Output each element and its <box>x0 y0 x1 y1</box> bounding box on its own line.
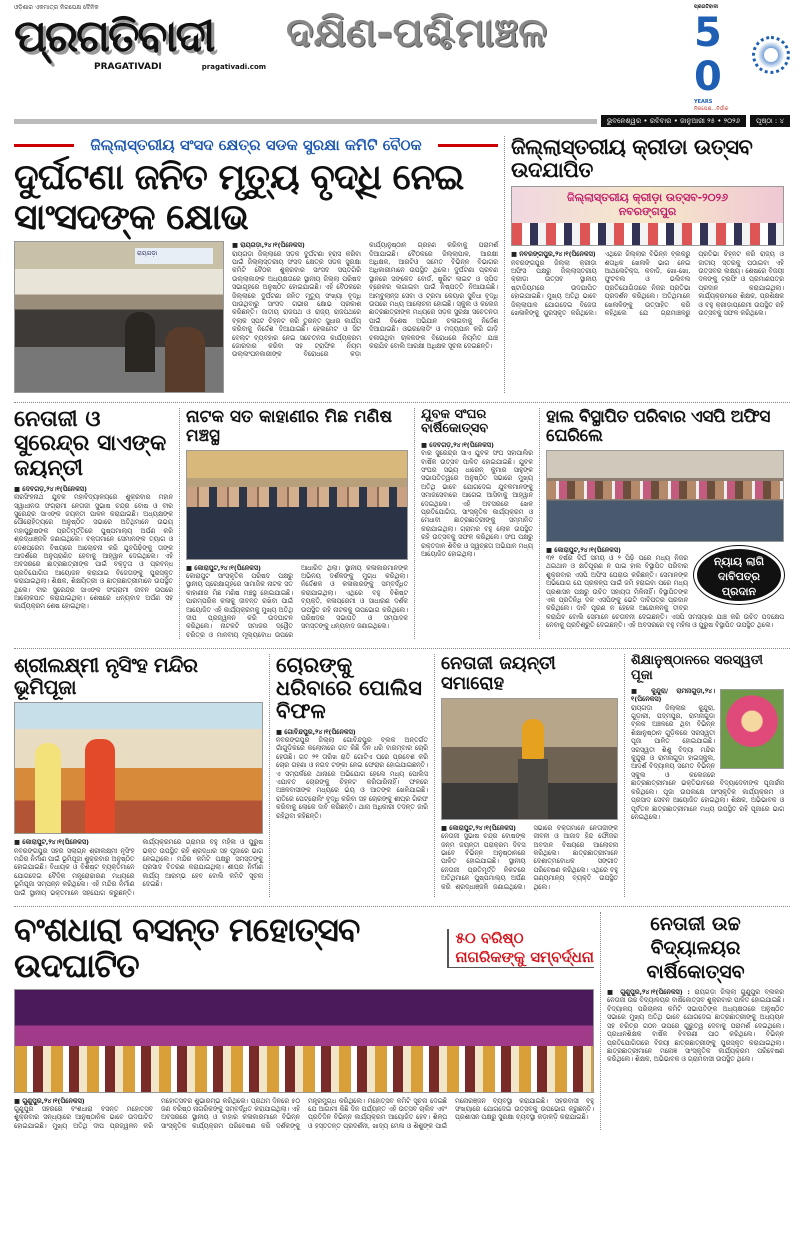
netaji-school-body <box>607 988 784 1064</box>
masthead-rule <box>14 119 597 124</box>
vamsadhara-headline[interactable]: ବଂଶଧାରା ବସନ୍ତ ମହୋତ୍ସବ ଉଦଘାଟିତ <box>14 910 360 986</box>
netaji-jayanti-body <box>441 824 618 891</box>
displaced-photo <box>546 450 784 542</box>
sports-body <box>511 250 784 317</box>
masthead-tagline: ଓଡ଼ିଶାର ଏକମାତ୍ର ନିରପେକ୍ଷ ଦୈନିକ <box>14 4 99 11</box>
road-safety-body <box>232 241 498 359</box>
police-article <box>269 654 434 897</box>
row-top <box>14 131 790 398</box>
drama-dateline: ■ କୋରାପୁଟ,୨୪।୧(ପିନେକସ) <box>186 563 261 572</box>
anniversary-brand: ପ୍ରଗତିବାଦୀ <box>694 4 719 10</box>
road-safety-article <box>14 136 504 393</box>
logo-block <box>14 4 276 72</box>
vamsadhara-article <box>14 912 600 1130</box>
seal-icon <box>752 36 790 74</box>
netaji-surendra-headline[interactable]: ନେତାଜୀ ଓ ସୁରେନ୍ଦ୍ର ସାଏଙ୍କ ଜୟନ୍ତୀ <box>14 407 167 481</box>
youth-club-body-text: ବାର ସୁରେନ୍ଦ୍ର ସାଏ ଯୁବକ ସଂଘ ସହାପାଲିର ବାର୍ଷିକ ଉତ୍ସବ ପାଳିତ ହୋଇଯାଇଛି। ଯୁବକ ସଂଘର ସଭ୍ୟ ଧାରେନ୍ କୁମାର ସାହୁଙ୍କ ସଭାପତିତ୍ୱରେ ଅନୁଷ୍ଠିତ ସଭାରେ ମୁଖ୍ୟ ଅତିଥି ଭାବେ ଯୋଗଦେଇ ଯୁବକମାନଙ୍କୁ ସମାଜସେବାରେ ଆଗେଇ ଆସିବାକୁ ଆହ୍ୱାନ ଦେଇଥିଲେ। ଏହି ଅବସରରେ ଖେଳ ପ୍ରତିଯୋଗିତା, ସାଂସ୍କୃତିକ କାର୍ଯ୍ୟକ୍ରମ ଓ ମେଧାବୀ ଛାତ୍ରଛାତ୍ରୀଙ୍କୁ ସମ୍ମାନିତ କରାଯାଇଥିଲା। ଗ୍ରାମର ବହୁ ଲୋକ ଉପସ୍ଥିତ ରହି ଉତ୍ସବକୁ ସଫଳ କରିଥିଲେ। ସଂଘ ପକ୍ଷରୁ ରକ୍ତଦାନ ଶିବିର ଓ ସ୍ୱଚ୍ଛତା ଅଭିଯାନ ମଧ୍ୟ ଆୟୋଜିତ ହୋଇଥିଲା। <box>421 449 533 559</box>
sports-photo-crowd <box>512 223 783 245</box>
anniversary-mark <box>694 11 790 99</box>
netaji-jayanti-body-text: ନେତାଜୀ ସୁଭାଷ ଚନ୍ଦ୍ର ବୋଷଙ୍କ ଜନ୍ମ ଜୟନ୍ତୀ ପରାକ୍ରମ ଦିବସ ଭାବେ ବିଭିନ୍ନ ଅନୁଷ୍ଠାନରେ ପାଳିତ ହୋଇଯାଇଛି। ସ୍ଥାନୀୟ ନେତାଜୀ ପ୍ରତିମୂର୍ତ୍ତି ନିକଟରେ ଅତିଥିମାନେ ପୁଷ୍ପମାଲ୍ୟ ଅର୍ପଣ କରି ଶ୍ରଦ୍ଧାଞ୍ଜଳି ଜଣାଇଥିଲେ। ସଭାରେ ବକ୍ତାମାନେ ନେତାଜୀଙ୍କ ଜୀବନୀ ଓ ଆଜାଦ ହିନ୍ଦ ଫୌଜର ଅବଦାନ ବିଷୟରେ ଆଲୋଚନା କରିଥିଲେ। ଛାତ୍ରଛାତ୍ରୀମାନେ ଦେଶାତ୍ମବୋଧକ ସଙ୍ଗୀତ ପରିବେଷଣ କରିଥିଲେ। ଏଥିରେ ବହୁ ଗଣ୍ୟମାନ୍ୟ ବ୍ୟକ୍ତି ଉପସ୍ଥିତ ଥିଲେ। <box>441 823 618 891</box>
temple-headline[interactable]: ଶ୍ରୀଲକ୍ଷ୍ମୀ ନୃସିଂହ ମନ୍ଦିର ଭୂମିପୂଜା <box>14 653 198 700</box>
netaji-surendra-article <box>14 408 179 639</box>
sports-headline[interactable]: ଜିଲ୍ଲାସ୍ତରୀୟ କ୍ରୀଡା ଉତ୍ସବ ଉଦଯାପିତ <box>511 135 753 183</box>
netaji-school-dateline: ■ ଗୁଣୁପୁର,୨୪।୧(ପିନେକସ) : <box>607 988 690 997</box>
vamsadhara-body-text: ଗୁଣୁପୁର ସହରରେ ବଂଶଧାରା ବସନ୍ତ ମହୋତ୍ସବ ଶୁକ୍ରବାର ସନ୍ଧ୍ୟାରେ ଆନୁଷ୍ଠାନିକ ଭାବେ ଉଦଘାଟିତ ହୋଇଯାଇଛି। ମୁଖ୍ୟ ଅତିଥି ଦୀପ ପ୍ରଜ୍ୱଳନ କରି ମହୋତ୍ସବର ଶୁଭାରମ୍ଭ କରିଥିଲେ। ପ୍ରଥମ ଦିନରେ ୫୦ ଜଣ ବରିଷ୍ଠ ନାଗରିକଙ୍କୁ ସମ୍ବର୍ଦ୍ଧିତ କରାଯାଇଥିଲା। ଏହି ଅବସରରେ ସ୍ଥାନୀୟ ଓ ବାହାର କଳାକାରମାନେ ବିଭିନ୍ନ ସାଂସ୍କୃତିକ କାର୍ଯ୍ୟକ୍ରମ ପରିବେଷଣ କରି ଦର୍ଶକଙ୍କୁ ମନ୍ତ୍ରମୁଗ୍ଧ କରିଥିଲେ। ମହୋତ୍ସବ କମିଟି ସୂଚନା ଦେଇଛି ଯେ ଆଗାମୀ କିଛି ଦିନ ପର୍ଯ୍ୟନ୍ତ ଏହି ଉତ୍ସବ ଚାଲିବ ଏବଂ ପ୍ରତିଦିନ ବିଭିନ୍ନ କାର୍ଯ୍ୟକ୍ରମ ଆୟୋଜିତ ହେବ। ଶିଳ୍ପ ଓ ହସ୍ତତନ୍ତ ପ୍ରଦର୍ଶନୀ, ଖାଦ୍ୟ ମେଳା ଓ ଶିଶୁଙ୍କ ପାଇଁ ମନୋରଞ୍ଜନ ବ୍ୟବସ୍ଥା କରାଯାଇଛି। ସହରବାସୀ ବହୁ ସଂଖ୍ୟାରେ ଯୋଗଦେଇ ଉତ୍ସବକୁ ଉପଭୋଗ କରୁଛନ୍ତି। ପ୍ରଶାସନ ପକ୍ଷରୁ ସୁରକ୍ଷା ବ୍ୟବସ୍ଥା କଡ଼ାକଡ଼ି କରାଯାଇଛି। <box>14 1096 594 1130</box>
vamsadhara-photo <box>14 989 594 1093</box>
road-safety-body-text: ରାୟଗଡ଼ା ଜିଲ୍ଲାରେ ସଡ଼କ ଦୁର୍ଘଟଣା ହ୍ରାସ କରିବା ପାଇଁ ଜିଲ୍ଲାସ୍ତରୀୟ ସଂସଦ କ୍ଷେତ୍ର ସଡକ ସୁରକ୍ଷା କମିଟି ବୈଠକ ଶୁକ୍ରବାର ସାଂସଦ ସପ୍ତଗିରି ଉଲ୍ଲାକାଙ୍କ ଅଧ୍ୟକ୍ଷତାରେ ସ୍ଥାନୀୟ ଜିଲ୍ଲା ପରିଷଦ ସଭାଗୃହରେ ଅନୁଷ୍ଠିତ ହୋଇଯାଇଛି। ଏହି ବୈଠକରେ ଜିଲ୍ଲାରେ ଦୁର୍ଘଟଣା ଜନିତ ମୃତ୍ୟୁ ସଂଖ୍ୟା ବୃଦ୍ଧି ପାଉଥିବାରୁ ସାଂସଦ ଗଭୀର କ୍ଷୋଭ ପ୍ରକାଶ କରିଛନ୍ତି। ଜାତୀୟ ରାଜପଥ ଓ ରାଜ୍ୟ ରାଜପଥରେ ବ୍ଲାକ ସ୍ପଟ ଚିହ୍ନଟ କରି ତୁରନ୍ତ ସୁଧାର କାର୍ଯ୍ୟ କରିବାକୁ ନିର୍ଦ୍ଦେଶ ଦିଆଯାଇଛି। ହେଲମେଟ ଓ ସିଟ ବେଲ୍ଟ ବ୍ୟବହାର ନେଇ ସଚେତନତା କାର୍ଯ୍ୟକ୍ରମ ଜୋରଦାର କରିବା ସହ ଟ୍ରାଫିକ ନିୟମ ଉଲ୍ଲଂଘନକାରୀଙ୍କ ବିରୋଧରେ କଡ଼ା କାର୍ଯ୍ୟାନୁଷ୍ଠାନ ଗ୍ରହଣ କରିବାକୁ ପରାମର୍ଶ ଦିଆଯାଇଛି। ବୈଠକରେ ଜିଲ୍ଲାପାଳ, ଆରକ୍ଷୀ ଅଧିକ୍ଷକ, ଆରଟିଓ ସମେତ ବିଭିନ୍ନ ବିଭାଗର ଅଧିକାରୀମାନେ ଉପସ୍ଥିତ ଥିଲେ। ଦୁର୍ଘଟଣା ପ୍ରବଣ ସ୍ଥାନରେ ସଙ୍କେତ ବୋର୍ଡ, ଷ୍ଟ୍ରିଟ ଲାଇଟ ଓ ସ୍ପିଡ ବ୍ରେକର ଲଗାଇବା ପାଇଁ ନିଷ୍ପତ୍ତି ନିଆଯାଇଛି। ଆମ୍ବୁଲାନ୍ସ ସେବା ଓ ଟ୍ରମା କେୟାର ସୁବିଧା ବୃଦ୍ଧି ଉପରେ ମଧ୍ୟ ଆଲୋଚନା ହୋଇଛି। ସ୍କୁଲ ଓ କଲେଜ ଛାତ୍ରଛାତ୍ରୀଙ୍କ ମଧ୍ୟରେ ସଡ଼କ ସୁରକ୍ଷା ସଚେତନତା ପାଇଁ ବିଶେଷ ଅଭିଯାନ ଚଳାଇବାକୁ ନିର୍ଦ୍ଦେଶ ଦିଆଯାଇଛି। ଓଭରଲୋଡିଂ ଓ ମଦ୍ୟପାନ କରି ଗାଡ଼ି ଚଳାଉଥିବା ଚାଳକଙ୍କ ବିରୋଧରେ ନିୟମିତ ଯାଞ୍ଚ କରାଯିବ ବୋଲି ଆରକ୍ଷୀ ଅଧିକ୍ଷକ ସୂଚନା ଦେଇଛନ୍ତି। <box>232 241 498 359</box>
saraswati-headline[interactable]: ଶିକ୍ଷାନୁଷ୍ଠାନରେ ସରସ୍ୱତୀ ପୂଜା <box>631 653 763 683</box>
section-title: ଦକ୍ଷିଣ-ପଶ୍ଚିମାଞ୍ଚଳ <box>286 10 548 56</box>
netaji-jayanti-headline[interactable]: ନେତାଜୀ ଜୟନ୍ତୀ ସମାରୋହ <box>441 653 556 695</box>
displaced-headline[interactable]: ହାଲ ବିସ୍ଥାପିତ ପରିବାର ଏସପି ଅଫିସ ଘେରିଲେ <box>546 407 770 446</box>
row-third <box>14 648 790 902</box>
vamsadhara-sub-line2: ନାଗରିକଙ୍କୁ ସମ୍ବର୍ଦ୍ଧନା <box>455 947 594 966</box>
anniversary-number: 50 <box>694 10 722 100</box>
drama-body <box>186 564 408 640</box>
anniversary-motto: ନିରପେକ୍ଷ...ନିର୍ଭୀକ <box>694 106 729 112</box>
sports-photo <box>511 186 784 246</box>
displaced-dateline: ■ କୋରାପୁଟ,୨୪।୧(ପିନେକସ) <box>546 545 621 554</box>
displaced-article <box>539 408 790 639</box>
temple-photo <box>14 702 263 834</box>
netaji-school-article <box>600 912 790 1130</box>
sports-banner-line2: ନବରଙ୍ଗପୁର <box>618 205 677 219</box>
vamsadhara-subhead <box>447 929 594 968</box>
netaji-surendra-body <box>14 485 173 611</box>
youth-club-dateline: ■ ଦେବଗଡ଼,୨୪।୧(ପିନେକସ) <box>421 440 494 449</box>
road-safety-dateline: ■ ରାୟଗଡ଼ା,୨୪।୧(ପିନେକସ) <box>232 241 305 250</box>
road-safety-kicker: ଜିଲ୍ଲାସ୍ତରୀୟ ସଂସଦ କ୍ଷେତ୍ର ସଡକ ସୁରକ୍ଷା କମିଟି ବୈଠକ <box>14 136 498 154</box>
netaji-school-body-text: ରାୟଗଡ଼ା ଜିଲ୍ଲା ଗୁଣୁପୁର ବ୍ଲକର ନେତାଜୀ ଉଚ୍ଚ ବିଦ୍ୟାଳୟର ବାର୍ଷିକୋତ୍ସବ ଶୁକ୍ରବାର ପାଳିତ ହୋଇଯାଇଛି। ବିଦ୍ୟାଳୟ ପରିଚାଳନା କମିଟି ସଭାପତିଙ୍କ ଅଧ୍ୟକ୍ଷତାରେ ଅନୁଷ୍ଠିତ ସଭାରେ ମୁଖ୍ୟ ଅତିଥି ଭାବେ ଯୋଗଦେଇ ଛାତ୍ରଛାତ୍ରୀଙ୍କୁ ଅଧ୍ୟୟନ ସହ ଚରିତ୍ର ଗଠନ ଉପରେ ଗୁରୁତ୍ୱ ଦେବାକୁ ପରାମର୍ଶ ଦେଇଥିଲେ। ପ୍ରଧାନଶିକ୍ଷକ ବାର୍ଷିକ ବିବରଣୀ ପାଠ କରିଥିଲେ। ବିଭିନ୍ନ ପ୍ରତିଯୋଗିତାରେ ବିଜୟୀ ଛାତ୍ରଛାତ୍ରୀଙ୍କୁ ପୁରସ୍କୃତ କରାଯାଇଥିଲା। ଛାତ୍ରଛାତ୍ରୀମାନେ ମନୋଜ୍ଞ ସାଂସ୍କୃତିକ କାର୍ଯ୍ୟକ୍ରମ ପରିବେଷଣ କରିଥିଲେ। ଶିକ୍ଷକ, ଅଭିଭାବକ ଓ ଗ୍ରାମବାସୀ ଉପସ୍ଥିତ ଥିଲେ। <box>607 988 784 1064</box>
saraswati-body <box>631 687 784 822</box>
sports-banner-line1: ଜିଲ୍ଲାସ୍ତରୀୟ କ୍ରୀଡ଼ା ଉତ୍ସବ-୨୦୨୬ <box>566 191 729 205</box>
website-url[interactable]: pragativadi.com <box>201 63 267 71</box>
police-dateline: ■ ଗୋବିନ୍ଦପୁର,୨୪।୧(ପିନେକସ) <box>276 727 356 736</box>
drama-photo <box>186 450 408 560</box>
road-safety-content <box>14 241 498 393</box>
vamsadhara-dateline: ■ ଗୁଣୁପୁର,୨୪।୧(ପିନେକସ) <box>14 1096 85 1105</box>
newspaper-logo[interactable]: ପ୍ରଗତିବାଦୀ <box>14 11 214 62</box>
sports-article <box>504 136 790 393</box>
sports-dateline: ■ ନବରଙ୍ଗପୁର,୨୪।୧(ପିନେକସ) <box>511 250 596 259</box>
temple-dateline: ■ କୋରାପୁଟ,୨୪।୧(ପିନେକସ) <box>14 838 89 847</box>
anniversary-logo <box>694 4 790 113</box>
netaji-surendra-dateline: ■ ଦେବଗଡ଼,୨୪।୧(ପିନେକସ) <box>14 484 87 493</box>
netaji-jayanti-photo <box>441 698 618 820</box>
photo-banner: ରାୟଗଡ଼ା <box>135 248 213 264</box>
police-body-text: ନବରଙ୍ଗପୁର ଜିଲ୍ଲା ଗୋବିନ୍ଦପୁର ବ୍ଲକ ଅନ୍ତର୍ଗତ ଗାଁଗୁଡ଼ିକରେ କଲୋନୀରେ ଗତ କିଛି ଦିନ ଧରି ବାରମ୍ବାର ଚୋରି ହେଉଛି। ଗତ ୨୧ ତାରିଖ ରାତି ଗୋଟିଏ ଘରେ ପ୍ରବେଶ କରି ଚୋର ଗହଣା ଓ ନଗଦ ଟଙ୍କା ନେଇ ଫେରାର ହୋଇଯାଇଛନ୍ତି। ଏ ସମ୍ପର୍କରେ ଥାନାରେ ଅଭିଯୋଗ ହେଲେ ମଧ୍ୟ ପୋଲିସ ଏଯାବତ ଚୋରଙ୍କୁ ଚିହ୍ନଟ କରିପାରିନାହିଁ। ଫଳରେ ଅଞ୍ଚଳବାସୀଙ୍କ ମଧ୍ୟରେ ଭୟ ଓ ଆତଙ୍କ ଖେଳିଯାଇଛି। ରାତିରେ ପେଟ୍ରୋଲିଂ ବୃଦ୍ଧି କରିବା ସହ ଚୋରଙ୍କୁ ଶୀଘ୍ର ଗିରଫ କରିବାକୁ ଲୋକେ ଦାବି କରିଛନ୍ତି। ଥାନା ଅଧିକାରୀ ତଦନ୍ତ ଜାରି ରହିଥିବା କହିଛନ୍ତି। <box>276 735 428 820</box>
logo-subline <box>14 62 276 72</box>
road-safety-photo <box>14 241 224 393</box>
netaji-jayanti-article <box>434 654 624 897</box>
netaji-surendra-body-text: ନାରସିଂହନାଥ ଯୁବକ ମହାବିଦ୍ୟାଳୟରେ ଶୁକ୍ରବାର ମହାନ ସ୍ୱାଧୀନତା ସଂଗ୍ରାମୀ ନେତାଜୀ ସୁଭାଷ ଚନ୍ଦ୍ର ବୋଷ ଓ ବୀର ସୁରେନ୍ଦ୍ର ସାଏଙ୍କ ଜୟନ୍ତୀ ପାଳନ କରାଯାଇଛି। ଅଧ୍ୟକ୍ଷଙ୍କ ପୌରୋହିତ୍ୟରେ ଅନୁଷ୍ଠିତ ସଭାରେ ଅତିଥିମାନେ ଉଭୟ ମହାପୁରୁଷଙ୍କ ପ୍ରତିମୂର୍ତ୍ତିରେ ପୁଷ୍ପମାଲ୍ୟ ଅର୍ପଣ କରି ଶ୍ରଦ୍ଧାଞ୍ଜଳି ଜଣାଇଥିଲେ। ବକ୍ତାମାନେ ସେମାନଙ୍କ ତ୍ୟାଗ ଓ ଦେଶପ୍ରେମ ବିଷୟରେ ଆଲୋଚନା କରି ଯୁବପିଢ଼ିଙ୍କୁ ତାଙ୍କ ଆଦର୍ଶରେ ଅନୁପ୍ରାଣିତ ହେବାକୁ ଆହ୍ୱାନ ଦେଇଥିଲେ। ଏହି ଅବସରରେ ଛାତ୍ରଛାତ୍ରୀଙ୍କ ପାଇଁ ବକ୍ତୃତା ଓ ପ୍ରବନ୍ଧ ପ୍ରତିଯୋଗିତା ଆୟୋଜନ କରାଯାଇ ବିଜେତାଙ୍କୁ ପୁରସ୍କୃତ କରାଯାଇଥିଲା। ଶିକ୍ଷକ, ଶିକ୍ଷୟିତ୍ରୀ ଓ ଛାତ୍ରଛାତ୍ରୀମାନେ ଉପସ୍ଥିତ ଥିଲେ। ବୀର ସୁରେନ୍ଦ୍ର ସାଏଙ୍କ ସଂଗ୍ରାମୀ ଜୀବନ ଉପରେ ଆଲୋକପାତ କରାଯାଇଥିଲା। ଶେଷରେ ଧନ୍ୟବାଦ ଅର୍ପଣ ସହ କାର୍ଯ୍ୟକ୍ରମ ଶେଷ ହୋଇଥିଲା। <box>14 493 173 611</box>
saraswati-dateline: ■ କୁନ୍ଦୁରା/ ରାମନାଗୁଡ଼ା,୨୪।୧(ପିନେକସ) <box>631 686 715 704</box>
netaji-jayanti-dateline: ■ କୋରାପୁଟ,୨୪।୧(ପିନେକସ) <box>441 823 516 832</box>
row-bottom <box>14 906 790 1135</box>
anniversary-years: YEARS <box>694 99 713 105</box>
page-number: ପୃଷ୍ଠା : ୪ <box>750 115 790 127</box>
temple-article <box>14 654 269 897</box>
vamsadhara-body <box>14 1097 594 1131</box>
youth-club-article <box>414 408 539 639</box>
temple-body <box>14 838 263 897</box>
row-second <box>14 402 790 644</box>
drama-article <box>179 408 414 639</box>
logo-english: PRAGATIVADI <box>94 62 162 72</box>
dateline: ଭୁବନେଶ୍ୱର • ରବିବାର • ଜାନୁଆରୀ ୨୫ • ୨୦୨୬ <box>601 115 746 127</box>
saraswati-photo <box>720 689 784 769</box>
netaji-school-headline[interactable]: ନେତାଜୀ ଉଚ୍ଚ ବିଦ୍ୟାଳୟର ବାର୍ଷିକୋତ୍ସବ <box>646 913 745 984</box>
sports-body-text: ନବରଙ୍ଗପୁର ଜିଲ୍ଲା କ୍ରୀଡ଼ା ଅଫିସ ପକ୍ଷରୁ ଜିଲ୍ଲାସ୍ତରୀୟ କ୍ରୀଡ଼ା ଉତ୍ସବ ସ୍ଥାନୀୟ ଷ୍ଟାଡିୟମରେ ଉଦଯାପିତ ହୋଇଯାଇଛି। ମୁଖ୍ୟ ଅତିଥି ଭାବେ ଜିଲ୍ଲାପାଳ ଯୋଗଦେଇ ବିଜେତା ଖେଳାଳିଙ୍କୁ ପୁରସ୍କୃତ କରିଥିଲେ। ଏଥିରେ ଜିଲ୍ଲାର ବିଭିନ୍ନ ବ୍ଲକରୁ ଶତାଧିକ ଖେଳାଳି ଭାଗ ନେଇ ଆଥଲେଟିକ୍ସ, କବାଡି, ଖୋ-ଖୋ, ଫୁଟବଲ ଓ ଭଲିବଲ ପ୍ରତିଯୋଗିତାରେ ନିଜର ପ୍ରତିଭା ପ୍ରଦର୍ଶନ କରିଥିଲେ। ଅତିଥିମାନେ ଖେଳାଳିଙ୍କୁ ଉତ୍ସାହିତ କରି କହିଥିଲେ ଯେ ଗ୍ରାମାଞ୍ଚଳରୁ ପ୍ରତିଭା ଚିହ୍ନଟ କରି ରାଜ୍ୟ ଓ ଜାତୀୟ ସ୍ତରକୁ ପଠାଇବା ଏହି ଉତ୍ସବର ଲକ୍ଷ୍ୟ। ଶେଷରେ ବିଜୟୀ ଦଳଙ୍କୁ ଟ୍ରଫି ଓ ପ୍ରମାଣପତ୍ର ପ୍ରଦାନ କରାଯାଇଥିଲା। କାର୍ଯ୍ୟକ୍ରମରେ ଶିକ୍ଷକ, ପ୍ରଶିକ୍ଷକ ଓ ବହୁ କ୍ରୀଡ଼ାପ୍ରେମୀ ଉପସ୍ଥିତ ରହି ଉତ୍ସବକୁ ସଫଳ କରିଥିଲେ। <box>511 250 784 318</box>
date-row <box>14 115 790 127</box>
vamsadhara-sub-line1: ୫୦ ବରିଷ୍ଠ <box>455 928 524 947</box>
drama-headline[interactable]: ନାଟକ ସତ କାହାଣୀର ମିଛ ମଣିଷ ମଞ୍ଚସ୍ଥ <box>186 407 393 446</box>
displaced-badge: ନ୍ୟାୟ ଲାଗି ଦାବିପତ୍ର ପ୍ରଦାନ <box>694 546 784 604</box>
saraswati-body-text: ରାୟଗଡ଼ା ଜିଲ୍ଲାର କୁନ୍ଦୁରା, ଗୁଡ଼ାରୀ, ପଦ୍ମପୁର, ରାମନାଗୁଡ଼ା ବ୍ଲକ ଅଞ୍ଚଳରେ ଥିବା ବିଭିନ୍ନ ଶିକ୍ଷାନୁଷ୍ଠାନ ଗୁଡ଼ିକରେ ସରସ୍ୱତୀ ପୂଜା ପାଳିତ ହୋଇଯାଇଛି। ସରସ୍ୱତୀ ଶିଶୁ ବିଦ୍ୟା ମନ୍ଦିର କୁନ୍ଦୁରା ଓ ରାମନାଗୁଡ଼ା ହାଇସ୍କୁଲ, ଆଦର୍ଶ ବିଦ୍ୟାଳୟ ସମେତ ବିଭିନ୍ନ ସ୍କୁଲ ଓ କଲେଜରେ ଛାତ୍ରଛାତ୍ରୀମାନେ ଭକ୍ତିଭାବରେ ବିଦ୍ୟାଦେବୀଙ୍କ ପୂଜାର୍ଚ୍ଚନା କରିଥିଲେ। ପୂଜା ଉପଲକ୍ଷେ ସାଂସ୍କୃତିକ କାର୍ଯ୍ୟକ୍ରମ ଓ ପ୍ରସାଦ ସେବନ ଆୟୋଜିତ ହୋଇଥିଲା। ଶିକ୍ଷକ, ଅଭିଭାବକ ଓ ପୂର୍ବତନ ଛାତ୍ରଛାତ୍ରୀମାନେ ମଧ୍ୟ ଉପସ୍ଥିତ ରହି ପୂଜାରେ ଭାଗ ନେଇଥିଲେ। <box>631 703 784 821</box>
youth-club-headline[interactable]: ଯୁବକ ସଂଘର ବାର୍ଷିକୋତ୍ସବ <box>421 407 489 437</box>
road-safety-headline[interactable]: ଦୁର୍ଘଟଣା ଜନିତ ମୃତ୍ୟୁ ବୃଦ୍ଧି ନେଇ ସାଂସଦଙ୍କ କ୍ଷୋଭ <box>14 157 464 238</box>
displaced-body-text: ୩୧ ବର୍ଷର ଦିର୍ଘ ସମୟ ଓ ୨ ପିଢ଼ି ପରେ ମଧ୍ୟ ନିଜର ଥଇଥାନ ଓ କ୍ଷତିପୂରଣ ନ ପାଇ ହାଲ ବିସ୍ଥାପିତ ପରିବାର ଶୁକ୍ରବାର ଏସପି ଅଫିସ ଘେରାଉ କରିଛନ୍ତି। ସେମାନଙ୍କ ଅଭିଯୋଗ ଯେ ପ୍ରକଳ୍ପ ପାଇଁ ଜମି ହରାଇବା ପରେ ମଧ୍ୟ ପ୍ରଶାସନ ପକ୍ଷରୁ ଉଚିତ ସହାୟତା ମିଳିନାହିଁ। ବିସ୍ଥାପିତଙ୍କ ଏକ ପ୍ରତିନିଧି ଦଳ ଏସପିଙ୍କୁ ଭେଟି ଦାବିପତ୍ର ପ୍ରଦାନ କରିଥିଲେ। ଦାବି ପୂରଣ ନ ହେଲେ ଆନ୍ଦୋଳନକୁ ତୀବ୍ର କରାଯିବ ବୋଲି ସେମାନେ ଚେତାବନୀ ଦେଇଛନ୍ତି। ଏସପି ସମସ୍ୟାର ଯାଞ୍ଚ କରି ଉଚିତ ପଦକ୍ଷେପ ନେବାକୁ ପ୍ରତିଶ୍ରୁତି ଦେଇଛନ୍ତି। ଏହି ଅବସରରେ ବହୁ ମହିଳା ଓ ପୁରୁଷ ବିସ୍ଥାପିତ ଉପସ୍ଥିତ ଥିଲେ। <box>546 553 784 630</box>
temple-body-text: ନବରଙ୍ଗପୁର ସହର ସଲାଗ୍ନ ଶ୍ରୀଲକ୍ଷ୍ମୀ ନୃସିଂହ ମନ୍ଦିର ନିର୍ମାଣ ପାଇଁ ଭୂମିପୂଜା ଶୁକ୍ରବାର ଅନୁଷ୍ଠିତ ହୋଇଯାଇଛି। ବିଧାୟକ ଓ ବିଶିଷ୍ଟ ବ୍ୟକ୍ତିମାନେ ଯୋଗଦେଇ ବୈଦିକ ମନ୍ତ୍ରୋଚ୍ଚାରଣ ମଧ୍ୟରେ ଭୂମିପୂଜା ସମ୍ପନ୍ନ କରିଥିଲେ। ଏହି ମନ୍ଦିର ନିର୍ମାଣ ପାଇଁ ସ୍ଥାନୀୟ ଭକ୍ତମାନେ ସହଯୋଗ କରୁଛନ୍ତି। କାର୍ଯ୍ୟକ୍ରମରେ ଗ୍ରାମର ବହୁ ମହିଳା ଓ ପୁରୁଷ ଭକ୍ତ ଉପସ୍ଥିତ ରହି ଶ୍ରଦ୍ଧାର ସହ ପୂଜାରେ ଭାଗ ନେଇଥିଲେ। ମନ୍ଦିର କମିଟି ପକ୍ଷରୁ ସମସ୍ତଙ୍କୁ ପ୍ରସାଦ ବିତରଣ କରାଯାଇଥିଲା। ଶୀଘ୍ର ନିର୍ମାଣ କାର୍ଯ୍ୟ ଆରମ୍ଭ ହେବ ବୋଲି କମିଟି ସୂଚନା ଦେଇଛି। <box>14 838 263 897</box>
youth-club-body <box>421 441 533 559</box>
vamsadhara-header <box>14 912 594 985</box>
masthead <box>14 4 790 113</box>
police-headline[interactable]: ଚୋରଙ୍କୁ ଧରିବାରେ ପୋଲିସ ବିଫଳ <box>276 653 422 724</box>
police-body <box>276 728 428 820</box>
drama-body-text: କୋରାପୁଟ ସାଂସ୍କୃତିକ ପରିଷଦ ପକ୍ଷରୁ ସ୍ଥାନୀୟ ପ୍ରେକ୍ଷାଗୃହରେ ସାମାଜିକ ନାଟକ ସତ କାହାଣୀର ମିଛ ମଣିଷ ମଞ୍ଚସ୍ଥ ହୋଇଯାଇଛି। ପାରମ୍ପରିକ କଳାକୁ ଜୀବନ୍ତ ରଖିବା ପାଇଁ ଆୟୋଜିତ ଏହି କାର୍ଯ୍ୟକ୍ରମକୁ ମୁଖ୍ୟ ଅତିଥି ଦୀପ ପ୍ରଜ୍ୱଳନ କରି ଉଦଘାଟନ କରିଥିଲେ। ନାଟକଟି ସମାଜର ଦ୍ୱୈତ ଚରିତ୍ର ଓ ମାନବୀୟ ମୂଲ୍ୟବୋଧ ଉପରେ ଆଧାରିତ ଥିଲା। ସ୍ଥାନୀୟ କଳାକାରମାନଙ୍କ ଅଭିନୟ ଦର୍ଶକଙ୍କୁ ମୁଗ୍ଧ କରିଥିଲା। ନିର୍ଦ୍ଦେଶକ ଓ କଳାକାରଙ୍କୁ ସମ୍ବର୍ଦ୍ଧିତ କରାଯାଇଥିଲା। ଏଥିରେ ବହୁ ବିଶିଷ୍ଟ ବ୍ୟକ୍ତି, କଳାପ୍ରେମୀ ଓ ସାଧାରଣ ଦର୍ଶକ ଉପସ୍ଥିତ ରହି ନାଟକକୁ ଉପଭୋଗ କରିଥିଲେ। ପରିଷଦର ସଭାପତି ଓ ସମ୍ପାଦକ ସମସ୍ତଙ୍କୁ ଧନ୍ୟବାଦ ଜଣାଇଥିଲେ। <box>186 563 408 639</box>
saraswati-article <box>624 654 790 897</box>
